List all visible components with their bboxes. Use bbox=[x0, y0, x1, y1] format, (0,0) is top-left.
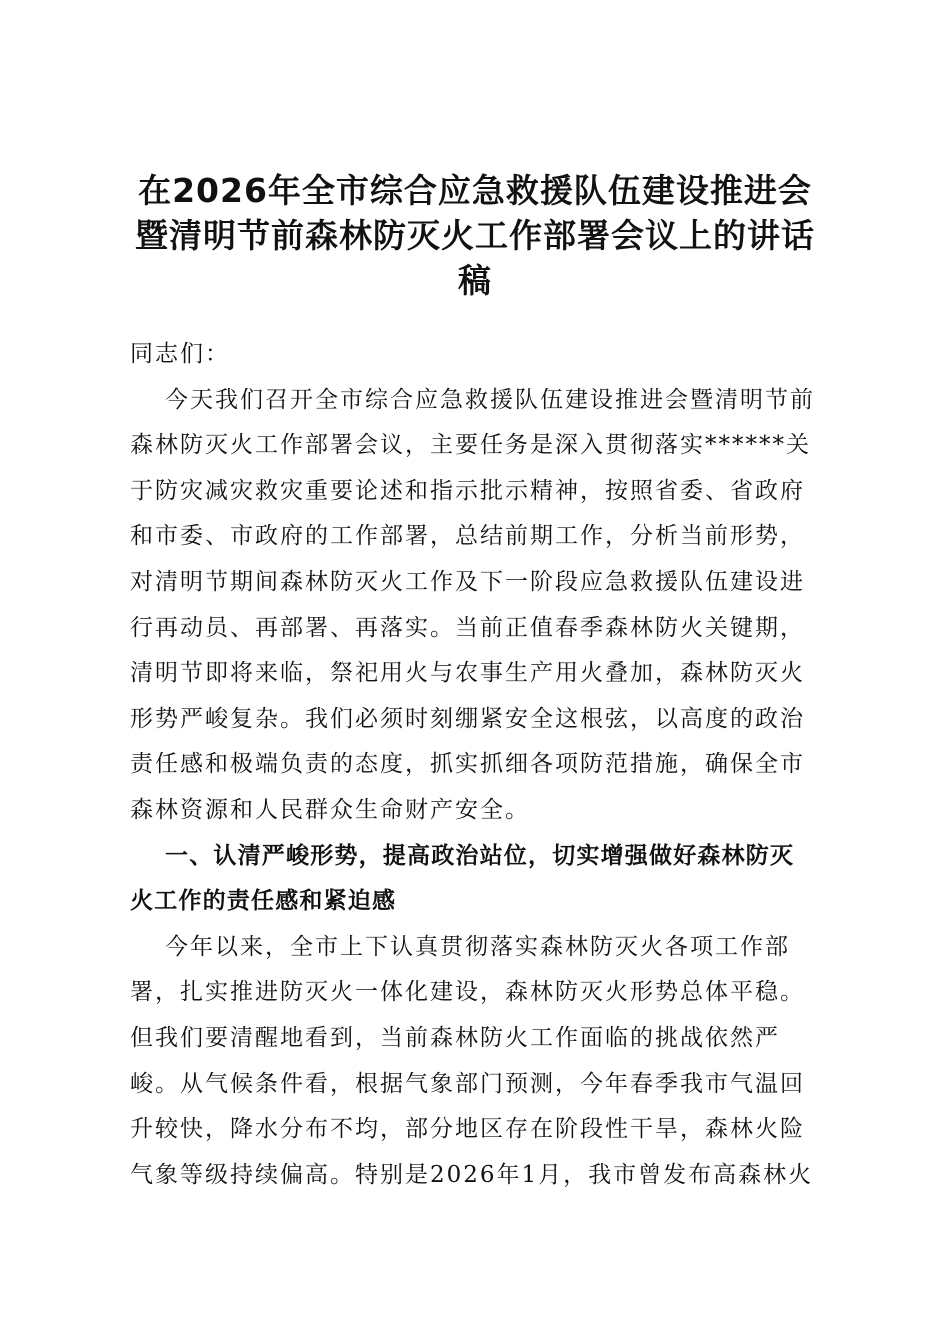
text-line: 责任感和极端负责的态度，抓实抓细各项防范措施，确保全市 bbox=[130, 751, 805, 778]
heading-line: 一、认清严峻形势，提高政治站位，切实增强做好森林防灭 bbox=[165, 842, 795, 869]
paragraph-situation bbox=[130, 925, 830, 1199]
text-line: 森林资源和人民群众生命财产安全。 bbox=[130, 796, 530, 823]
section-heading-1 bbox=[130, 834, 830, 925]
text-line: 气象等级持续偏高。特别是2026年1月，我市曾发布高森林火 bbox=[130, 1161, 814, 1188]
text-line: 行再动员、再部署、再落实。当前正值春季森林防火关键期， bbox=[130, 614, 805, 641]
text-line: 清明节即将来临，祭祀用火与农事生产用火叠加，森林防灭火 bbox=[130, 660, 805, 687]
text-line: 升较快，降水分布不均，部分地区存在阶段性干旱，森林火险 bbox=[130, 1116, 805, 1143]
text-line: 但我们要清醒地看到，当前森林防火工作面临的挑战依然严 bbox=[130, 1024, 780, 1051]
salutation: 同志们： bbox=[130, 341, 230, 367]
text-line: 森林防灭火工作部署会议，主要任务是深入贯彻落实******关 bbox=[130, 432, 811, 459]
paragraph-intro bbox=[130, 378, 830, 834]
title-line: 稿 bbox=[458, 261, 492, 300]
text-line: 峻。从气候条件看，根据气象部门预测，今年春季我市气温回 bbox=[130, 1070, 805, 1097]
text-line: 署，扎实推进防灭火一体化建设，森林防灭火形势总体平稳。 bbox=[130, 979, 805, 1006]
title-line: 暨清明节前森林防灭火工作部署会议上的讲话 bbox=[135, 216, 815, 255]
document-title bbox=[110, 168, 840, 303]
text-line: 对清明节期间森林防灭火工作及下一阶段应急救援队伍建设进 bbox=[130, 568, 805, 595]
text-line: 今年以来，全市上下认真贯彻落实森林防灭火各项工作部 bbox=[165, 933, 790, 960]
document-body bbox=[130, 332, 830, 1198]
text-line: 和市委、市政府的工作部署，总结前期工作，分析当前形势， bbox=[130, 523, 805, 550]
title-line: 在2026年全市综合应急救援队伍建设推进会 bbox=[138, 171, 812, 210]
heading-line: 火工作的责任感和紧迫感 bbox=[130, 888, 397, 915]
text-line: 今天我们召开全市综合应急救援队伍建设推进会暨清明节前 bbox=[165, 386, 815, 413]
text-line: 形势严峻复杂。我们必须时刻绷紧安全这根弦，以高度的政治 bbox=[130, 705, 805, 732]
text-line: 于防灾减灾救灾重要论述和指示批示精神，按照省委、省政府 bbox=[130, 477, 805, 504]
